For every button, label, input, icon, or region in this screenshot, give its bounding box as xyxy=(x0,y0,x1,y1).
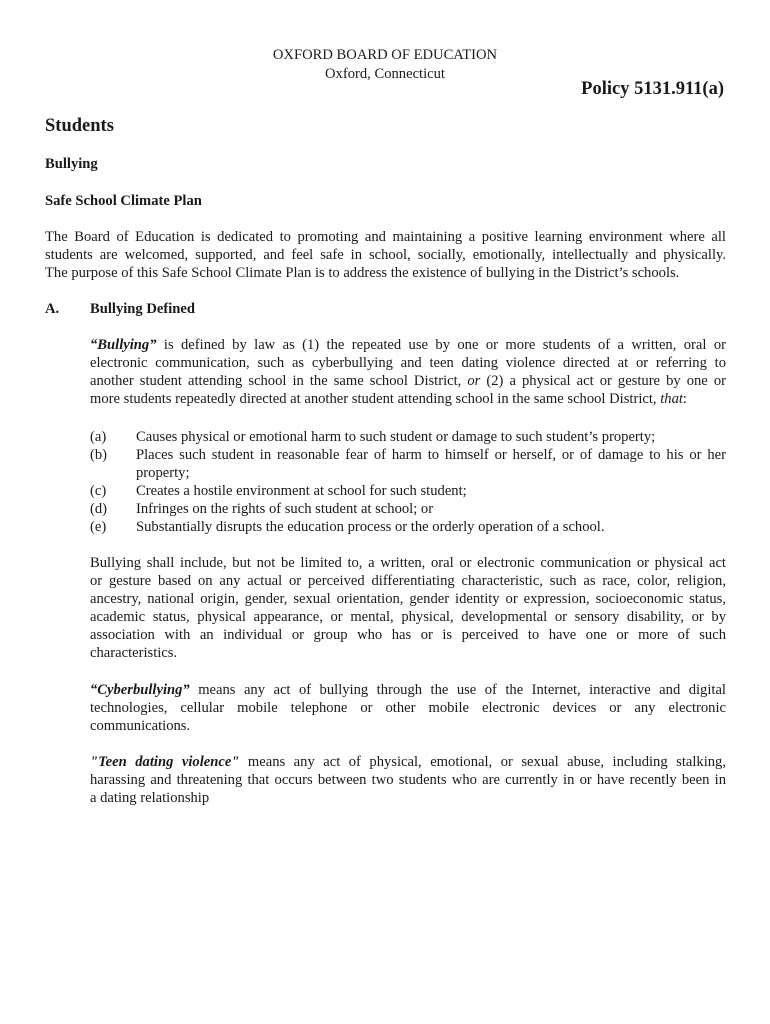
paragraph-line: characteristics. xyxy=(90,645,178,661)
definition-text: is defined by law as (1) the repeated use by one or more students of a written, oral or xyxy=(156,337,726,353)
list-item-text: Substantially disrupts the education process or the orderly operation of a school. xyxy=(136,519,605,535)
paragraph-line: association with an individual or group who has or is perceived to have one or more of such xyxy=(90,627,726,643)
list-item-label: (b) xyxy=(90,447,108,463)
cyberbullying-definition xyxy=(90,681,726,735)
page-title: Students xyxy=(45,116,114,136)
or-emphasis: or xyxy=(467,373,481,389)
paragraph-line: a dating relationship xyxy=(90,790,210,806)
definition-line xyxy=(90,390,726,408)
board-name: OXFORD BOARD OF EDUCATION xyxy=(272,47,498,63)
teen-dating-violence-term: "Teen dating violence" xyxy=(90,754,240,770)
list-item-text: Infringes on the rights of such student at school; or xyxy=(136,501,434,517)
list-item-text: Creates a hostile environment at school for such student; xyxy=(136,483,467,499)
intro-paragraph xyxy=(45,228,726,282)
paragraph-line: Bullying shall include, but not be limited to, a written, oral or electronic communication or physical act xyxy=(90,555,726,571)
definition-text: more students repeatedly directed at another student attending school in the same school District, xyxy=(90,391,661,407)
bullying-term: “Bullying” xyxy=(90,337,157,353)
list-item-label: (a) xyxy=(90,429,107,445)
list-item-text: Causes physical or emotional harm to such student or damage to such student’s property; xyxy=(136,429,656,445)
paragraph-line: technologies, cellular mobile telephone or other mobile electronic devices or any electronic xyxy=(90,700,726,716)
subheading-bullying: Bullying xyxy=(45,156,98,172)
paragraph-line: harassing and threatening that occurs between two students who are currently in or have recently been in xyxy=(90,772,726,788)
definition-text: : xyxy=(682,391,687,407)
paragraph-line: or gesture based on any actual or perceived differentiating characteristic, such as race, color, religion, xyxy=(90,573,726,589)
board-location: Oxford, Connecticut xyxy=(325,66,445,82)
paragraph-line xyxy=(90,681,726,699)
section-letter: A. xyxy=(45,301,60,317)
bullying-includes-paragraph xyxy=(90,554,726,662)
definition-text: means any act of physical, emotional, or sexual abuse, including stalking, xyxy=(239,754,726,770)
definition-line xyxy=(90,336,726,354)
paragraph-line: communications. xyxy=(90,718,191,734)
list-item-line: property; xyxy=(136,465,190,481)
policy-number: Policy 5131.911(a) xyxy=(581,79,724,99)
list-item-label: (e) xyxy=(90,519,107,535)
definition-text: another student attending school in the same school District, xyxy=(90,373,468,389)
intro-line: The Board of Education is dedicated to promoting and maintaining a positive learning environment where all xyxy=(45,229,726,245)
intro-line: students are welcomed, supported, and feel safe in school, socially, emotionally, intellectually and physically. xyxy=(45,247,726,263)
plan-title: Safe School Climate Plan xyxy=(45,193,202,209)
list-item-label: (c) xyxy=(90,483,107,499)
list-item-label: (d) xyxy=(90,501,108,517)
definition-text: (2) a physical act or gesture by one or xyxy=(480,373,726,389)
definition-text: means any act of bullying through the use of the Internet, interactive and digital xyxy=(189,682,726,698)
paragraph-line xyxy=(90,753,726,771)
teen-dating-violence-definition xyxy=(90,753,726,807)
definition-line xyxy=(90,372,726,390)
intro-line: The purpose of this Safe School Climate Plan is to address the existence of bullying in the District’s schools. xyxy=(45,265,680,281)
cyberbullying-term: “Cyberbullying” xyxy=(90,682,190,698)
that-emphasis: that xyxy=(660,391,683,407)
paragraph-line: ancestry, national origin, gender, sexual orientation, gender identity or expression, socioeconomic status, xyxy=(90,591,726,607)
bullying-definition xyxy=(90,336,726,408)
list-item-text xyxy=(136,446,726,482)
list-item-line: Places such student in reasonable fear of harm to himself or herself, or of damage to his or her xyxy=(136,447,726,463)
definition-line: electronic communication, such as cyberbullying and teen dating violence directed at or referring to xyxy=(90,355,726,371)
section-title: Bullying Defined xyxy=(90,301,196,317)
paragraph-line: academic status, physical appearance, or mental, physical, developmental or sensory disability, or by xyxy=(90,609,726,625)
